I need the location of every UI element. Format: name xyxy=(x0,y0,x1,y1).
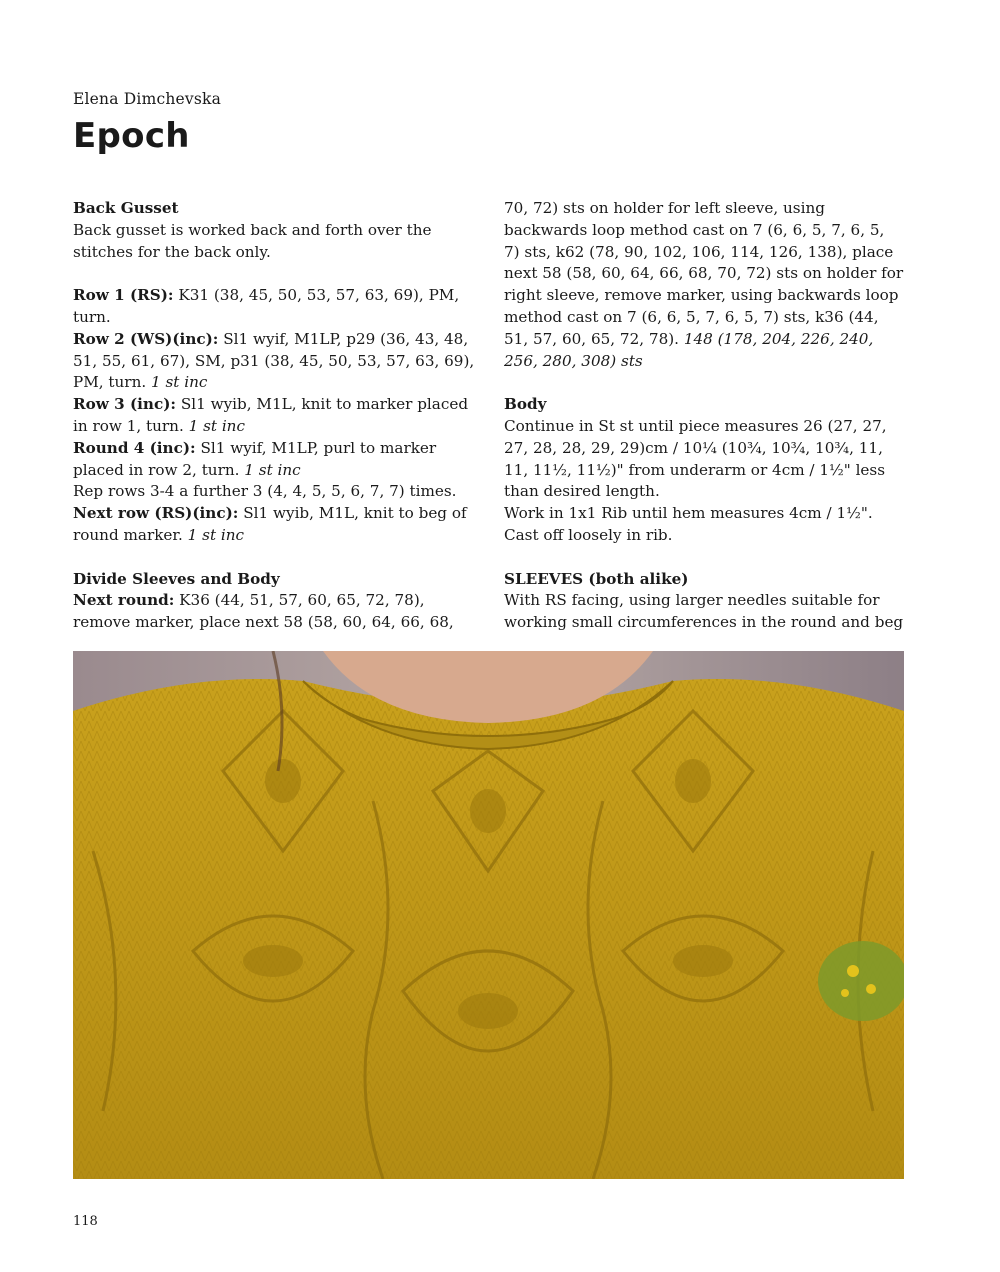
next-round xyxy=(73,591,454,631)
body-heading: Body xyxy=(504,395,547,414)
next-round-label: Next round: xyxy=(73,591,175,610)
sleeves-text: With RS facing, using larger needles suitable for working small circumferences in the round and beg xyxy=(504,591,904,632)
row-2-label: Row 2 (WS)(inc): xyxy=(73,329,219,348)
body-text-1: Continue in St st until piece measures 26 (27, 27, 27, 28, 28, 29, 29)cm / 10¼ (10¾, 10¾, 10¾, 11, 11, 11½, 11½)" from underarm or 4cm / 1½" less than desired length. xyxy=(504,416,887,501)
round-4-note: 1 st inc xyxy=(244,460,301,479)
body-text-2: Work in 1x1 Rib until hem measures 4cm / 1½". Cast off loosely in rib. xyxy=(504,504,873,544)
divide-continued xyxy=(504,198,904,372)
sleeves-heading: SLEEVES (both alike) xyxy=(504,569,689,588)
gusset-rows xyxy=(73,285,485,547)
next-row xyxy=(73,503,485,547)
body-section xyxy=(504,394,904,547)
sweater-photo xyxy=(73,651,904,1179)
row-1 xyxy=(73,285,485,329)
author-name: Elena Dimchevska xyxy=(73,90,222,108)
row-2-note: 1 st inc xyxy=(151,373,208,392)
divide-continued-text: 70, 72) sts on holder for left sleeve, using backwards loop method cast on 7 (6, 6, 5, 7, 6, 5, 7) sts, k62 (78, 90, 102, 106, 114, 126, 138), place next 58 (58, 60, 64, 66, 68, 70, 72) sts on holder for right sleeve, remove marker, using backwards loop method cast on 7 (6, 6, 5, 7, 6, 5, 7) sts, k36 (44, 51, 57, 60, 65, 72, 78). xyxy=(504,199,904,348)
right-column xyxy=(504,198,904,656)
row-3-label: Row 3 (inc): xyxy=(73,395,177,414)
row-2-text: Sl1 wyif, M1LP, p29 (36, 43, 48, 51, 55, 61, 67), SM, p31 (38, 45, 50, 53, 57, 63, 69), PM, turn. xyxy=(73,329,475,392)
repeat-instruction: Rep rows 3-4 a further 3 (4, 4, 5, 5, 6, 7, 7) times. xyxy=(73,482,457,501)
knit-texture xyxy=(73,679,904,1179)
back-gusset-section xyxy=(73,198,485,263)
row-2 xyxy=(73,329,485,394)
round-4-text: Sl1 wyif, M1LP, purl to marker placed in row 2, turn. xyxy=(73,438,437,479)
next-row-text: Sl1 wyib, M1L, knit to beg of round marker. xyxy=(73,504,467,544)
back-gusset-intro: Back gusset is worked back and forth over the stitches for the back only. xyxy=(73,220,432,261)
sweater-illustration xyxy=(73,651,904,1179)
back-gusset-heading: Back Gusset xyxy=(73,199,179,217)
round-4-label: Round 4 (inc): xyxy=(73,438,196,457)
flower-accent xyxy=(818,941,904,1021)
row-1-text: K31 (38, 45, 50, 53, 57, 63, 69), PM, turn. xyxy=(73,286,460,326)
next-row-label: Next row (RS)(inc): xyxy=(73,504,239,523)
row-3-text: Sl1 wyib, M1L, knit to marker placed in row 1, turn. xyxy=(73,395,469,435)
next-round-text: K36 (44, 51, 57, 60, 65, 72, 78), remove marker, place next 58 (58, 60, 64, 66, 68, xyxy=(73,591,454,632)
row-3-note: 1 st inc xyxy=(188,416,245,435)
left-column xyxy=(73,198,485,656)
row-3 xyxy=(73,394,485,438)
sleeves-section xyxy=(504,569,904,634)
divide-heading: Divide Sleeves and Body xyxy=(73,569,280,588)
row-1-label: Row 1 (RS): xyxy=(73,286,174,305)
stitch-count-note: 148 (178, 204, 226, 240, 256, 280, 308) sts xyxy=(504,329,874,370)
round-4 xyxy=(73,438,485,482)
divide-section xyxy=(73,569,485,634)
page-number: 118 xyxy=(73,1214,98,1229)
pattern-title: Epoch xyxy=(73,116,190,156)
next-row-note: 1 st inc xyxy=(187,525,245,544)
